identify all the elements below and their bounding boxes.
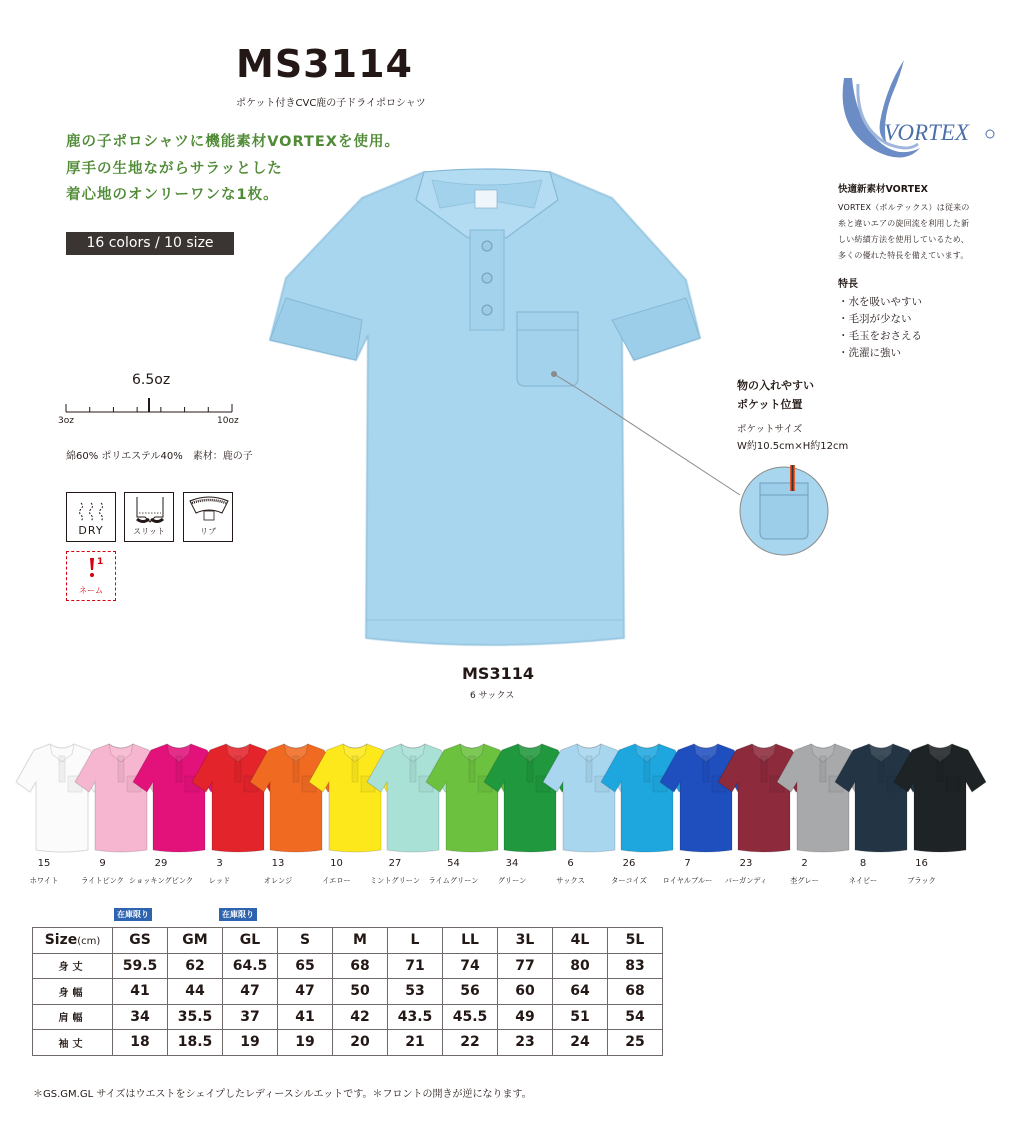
size-cell: 64.5 bbox=[223, 953, 278, 979]
color-number: 13 bbox=[271, 858, 285, 869]
size-cell: 43.5 bbox=[388, 1004, 443, 1030]
size-cell: 56 bbox=[443, 979, 498, 1005]
dry-feature-icon bbox=[66, 492, 116, 542]
color-number: 8 bbox=[859, 858, 867, 869]
feature-item: ・毛玉をおさえる bbox=[838, 330, 922, 342]
size-cell: 71 bbox=[388, 953, 443, 979]
vortex-description: しい紡績方法を使用しているため、 bbox=[838, 235, 969, 244]
weight-scale-max: 10oz bbox=[217, 416, 239, 426]
size-row-label: 身丈 bbox=[33, 953, 113, 979]
color-name: ライムグリーン bbox=[428, 876, 479, 885]
dry-label: DRY bbox=[78, 524, 104, 537]
slit-feature-icon bbox=[124, 492, 174, 542]
color-name: ライトピンク bbox=[81, 876, 124, 885]
color-name: ブラック bbox=[907, 876, 936, 885]
pocket-heading: 物の入れやすい bbox=[737, 379, 814, 392]
pocket-heading: ポケット位置 bbox=[737, 398, 803, 411]
size-cell: 19 bbox=[278, 1030, 333, 1056]
pocket-size-value: W約10.5cm×H約12cm bbox=[737, 441, 849, 452]
size-cell: 68 bbox=[333, 953, 388, 979]
size-header-cell: S bbox=[278, 928, 333, 954]
material-text: 綿60% ポリエステル40% 素材：鹿の子 bbox=[66, 451, 253, 462]
color-name: レッド bbox=[208, 876, 231, 885]
size-header-cell: L bbox=[388, 928, 443, 954]
pocket-size-label: ポケットサイズ bbox=[737, 424, 803, 435]
size-header-cell: LL bbox=[443, 928, 498, 954]
color-name: ターコイズ bbox=[611, 876, 647, 885]
size-cell: 47 bbox=[223, 979, 278, 1005]
vortex-logo-text: VORTEX bbox=[884, 120, 969, 145]
size-cell: 45.5 bbox=[443, 1004, 498, 1030]
size-table bbox=[32, 927, 663, 1056]
size-table-header-row bbox=[33, 928, 663, 954]
page-title: MS3114 bbox=[236, 42, 413, 86]
slit-hem-icon bbox=[125, 495, 175, 529]
color-name: サックス bbox=[556, 876, 585, 885]
size-cell: 68 bbox=[608, 979, 663, 1005]
size-header-cell: 4L bbox=[553, 928, 608, 954]
exclamation-icon bbox=[67, 554, 117, 584]
name-label-count: 1 bbox=[97, 557, 104, 567]
size-header-cell: GS bbox=[113, 928, 168, 954]
size-cell: 24 bbox=[553, 1030, 608, 1056]
color-name: ホワイト bbox=[29, 876, 59, 885]
name-label-feature-icon bbox=[66, 551, 116, 601]
vortex-heading: 快適新素材VORTEX bbox=[838, 184, 928, 195]
size-cell: 35.5 bbox=[168, 1004, 223, 1030]
stock-limited-tag: 在庫限り bbox=[219, 908, 257, 921]
size-cell: 59.5 bbox=[113, 953, 168, 979]
size-table-row bbox=[33, 979, 663, 1005]
size-cell: 37 bbox=[223, 1004, 278, 1030]
color-swatch-row bbox=[14, 742, 1008, 892]
color-name: オレンジ bbox=[263, 876, 293, 885]
size-cell: 19 bbox=[223, 1030, 278, 1056]
color-number: 23 bbox=[739, 858, 753, 869]
vortex-logo bbox=[834, 58, 1004, 168]
color-number: 10 bbox=[330, 858, 343, 869]
weight-value: 6.5oz bbox=[132, 372, 171, 388]
size-cell: 53 bbox=[388, 979, 443, 1005]
size-cell: 83 bbox=[608, 953, 663, 979]
color-name: ミントグリーン bbox=[369, 876, 421, 885]
size-cell: 25 bbox=[608, 1030, 663, 1056]
size-header-cell: 3L bbox=[498, 928, 553, 954]
size-cell: 41 bbox=[113, 979, 168, 1005]
size-cell: 47 bbox=[278, 979, 333, 1005]
product-name: ポケット付きCVC鹿の子ドライポロシャツ bbox=[236, 98, 426, 109]
size-header-cell: 5L bbox=[608, 928, 663, 954]
size-cell: 34 bbox=[113, 1004, 168, 1030]
size-header-cell: M bbox=[333, 928, 388, 954]
name-label: ネーム bbox=[79, 586, 103, 595]
size-header-cell: GL bbox=[223, 928, 278, 954]
size-cell: 60 bbox=[498, 979, 553, 1005]
color-name: 杢グレー bbox=[790, 876, 819, 885]
size-cell: 23 bbox=[498, 1030, 553, 1056]
features-heading: 特長 bbox=[838, 279, 858, 290]
size-cell: 54 bbox=[608, 1004, 663, 1030]
main-shirt-color: 6 サックス bbox=[470, 691, 515, 701]
size-cell: 80 bbox=[553, 953, 608, 979]
catchcopy-line: 着心地のオンリーワンな1枚。 bbox=[66, 187, 279, 203]
size-cell: 77 bbox=[498, 953, 553, 979]
size-cell: 65 bbox=[278, 953, 333, 979]
color-number: 6 bbox=[567, 858, 574, 869]
color-name: ネイビー bbox=[848, 876, 878, 885]
size-table-row bbox=[33, 1030, 663, 1056]
size-cell: 62 bbox=[168, 953, 223, 979]
color-shirt-image bbox=[892, 742, 988, 854]
catchcopy-line: 厚手の生地ながらサラッとした bbox=[66, 161, 283, 177]
color-name: イエロー bbox=[322, 876, 351, 885]
slit-label: スリット bbox=[133, 527, 165, 536]
color-number: 7 bbox=[684, 858, 691, 869]
color-number: 2 bbox=[801, 858, 808, 869]
color-number: 3 bbox=[216, 858, 223, 869]
size-cell: 21 bbox=[388, 1030, 443, 1056]
catchcopy-line: 鹿の子ポロシャツに機能素材VORTEXを使用。 bbox=[66, 134, 400, 150]
color-number: 54 bbox=[447, 858, 460, 869]
feature-item: ・洗濯に強い bbox=[838, 347, 901, 359]
vortex-description: VORTEX（ボルテックス）は従来の bbox=[838, 203, 970, 212]
color-number: 15 bbox=[37, 858, 51, 869]
vortex-description: 糸と違いエアの旋回流を利用した新 bbox=[838, 219, 970, 228]
size-row-label: 袖丈 bbox=[33, 1030, 113, 1056]
size-row-label: 肩幅 bbox=[33, 1004, 113, 1030]
color-swatch bbox=[892, 742, 988, 885]
size-table-row bbox=[33, 953, 663, 979]
size-cell: 44 bbox=[168, 979, 223, 1005]
size-cell: 18.5 bbox=[168, 1030, 223, 1056]
main-shirt-model: MS3114 bbox=[462, 664, 534, 683]
stock-limited-tag: 在庫限り bbox=[114, 908, 152, 921]
size-cell: 18 bbox=[113, 1030, 168, 1056]
size-cell: 74 bbox=[443, 953, 498, 979]
colors-size-badge: 16 colors / 10 size bbox=[66, 232, 234, 255]
size-cell: 50 bbox=[333, 979, 388, 1005]
color-name: ショッキングピンク bbox=[128, 876, 194, 885]
size-cell: 49 bbox=[498, 1004, 553, 1030]
pocket-callout-line bbox=[550, 350, 750, 510]
size-header-label: Size(cm) bbox=[33, 928, 113, 954]
size-header-cell: GM bbox=[168, 928, 223, 954]
color-name: バーガンディ bbox=[724, 876, 768, 885]
size-cell: 20 bbox=[333, 1030, 388, 1056]
vortex-description: 多くの優れた特長を備えています。 bbox=[838, 251, 969, 260]
size-cell: 51 bbox=[553, 1004, 608, 1030]
weight-scale-gauge bbox=[62, 396, 240, 416]
rib-collar-icon bbox=[184, 495, 234, 529]
color-number: 27 bbox=[388, 858, 402, 869]
size-cell: 42 bbox=[333, 1004, 388, 1030]
size-table-row bbox=[33, 1004, 663, 1030]
size-row-label: 身幅 bbox=[33, 979, 113, 1005]
color-number: 9 bbox=[99, 858, 106, 869]
size-cell: 41 bbox=[278, 1004, 333, 1030]
color-name: グリーン bbox=[497, 876, 527, 885]
color-number: 29 bbox=[154, 858, 168, 869]
color-name: ロイヤルブルー bbox=[662, 876, 713, 885]
color-number: 26 bbox=[622, 858, 636, 869]
pocket-closeup-image bbox=[738, 465, 830, 557]
color-number: 34 bbox=[505, 858, 519, 869]
footnote: ＊GS.GM.GL サイズはウエストをシェイプしたレディースシルエットです。＊フロントの開きが逆になります。 bbox=[33, 1089, 532, 1100]
size-cell: 22 bbox=[443, 1030, 498, 1056]
rib-label: リブ bbox=[200, 527, 216, 536]
size-cell: 64 bbox=[553, 979, 608, 1005]
color-number: 16 bbox=[915, 858, 928, 869]
weight-scale-min: 3oz bbox=[58, 416, 74, 426]
rib-feature-icon bbox=[183, 492, 233, 542]
feature-item: ・毛羽が少ない bbox=[838, 313, 912, 325]
feature-item: ・水を吸いやすい bbox=[838, 296, 922, 308]
